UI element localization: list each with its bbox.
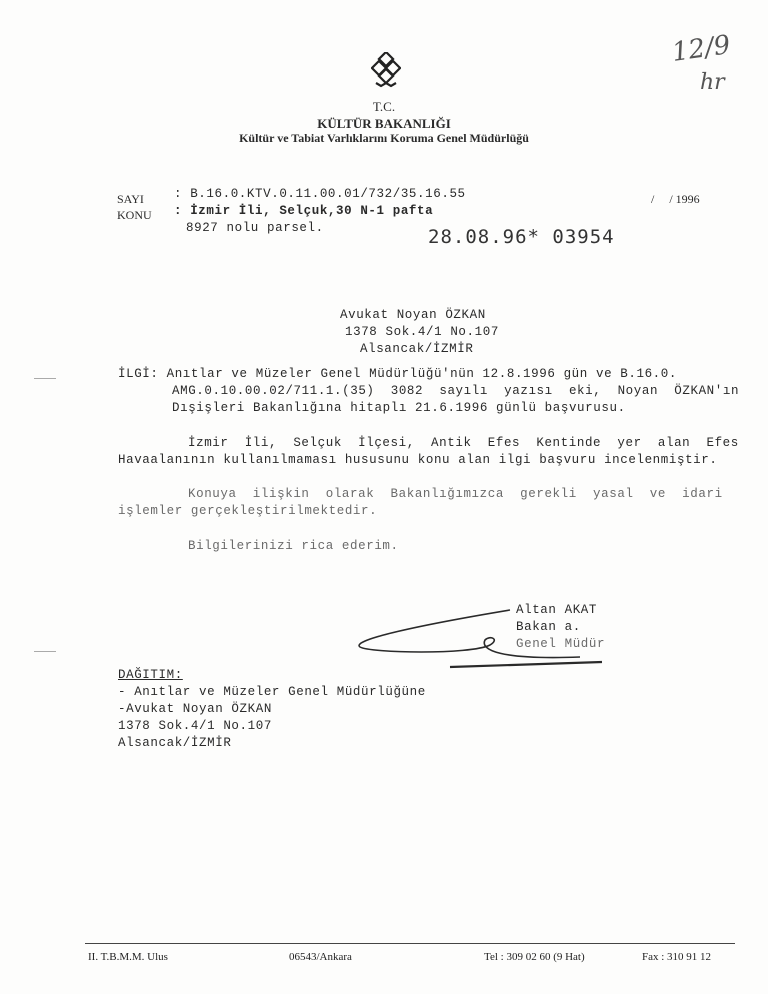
ilgi-line-3: Dışişleri Bakanlığına hitaplı 21.6.1996 günlü başvurusu.	[172, 401, 626, 415]
footer-fax: Fax : 310 91 12	[642, 951, 712, 963]
handwritten-date: 12/9	[670, 30, 733, 68]
paragraph-2-line-2: işlemler gerçekleştirilmektedir.	[118, 504, 378, 518]
footer-rule	[85, 943, 735, 944]
knot-emblem-icon	[371, 52, 401, 88]
paragraph-3: Bilgilerinizi rica ederim.	[188, 539, 399, 553]
handwritten-signature	[340, 605, 610, 675]
ministry-heading: KÜLTÜR BAKANLIĞI	[317, 116, 451, 131]
distribution-heading: DAĞITIM:	[118, 668, 183, 682]
distribution-line-3: 1378 Sok.4/1 No.107	[118, 719, 272, 733]
distribution-line-2: -Avukat Noyan ÖZKAN	[118, 702, 272, 716]
paragraph-2-line-1: Konuya ilişkin olarak Bakanlığımızca gerekli yasal ve idari	[188, 487, 723, 501]
distribution-line-1: - Anıtlar ve Müzeler Genel Müdürlüğüne	[118, 685, 426, 699]
country-heading: T.C.	[372, 99, 396, 114]
handwritten-initials: hr	[700, 70, 725, 95]
paragraph-1-line-2: Havaalanının kullanılmaması hususunu konu alan ilgi başvuru incelenmiştir.	[118, 453, 718, 467]
recipient-address-2: Alsancak/İZMİR	[360, 342, 474, 356]
signatory-title-1: Bakan a.	[516, 620, 581, 634]
konu-value-2: 8927 nolu parsel.	[186, 221, 324, 235]
margin-mark	[34, 378, 56, 379]
directorate-heading: Kültür ve Tabiat Varlıklarını Koruma Genel Müdürlüğü	[239, 131, 529, 145]
paragraph-1-line-1: İzmir İli, Selçuk İlçesi, Antik Efes Kentinde yer alan Efes	[188, 436, 739, 450]
recipient-name: Avukat Noyan ÖZKAN	[340, 308, 486, 322]
recipient-address-1: 1378 Sok.4/1 No.107	[345, 325, 499, 339]
footer-tel: Tel : 309 02 60 (9 Hat)	[484, 951, 585, 963]
konu-value: : İzmir İli, Selçuk,30 N-1 pafta	[174, 204, 434, 218]
footer-postal: 06543/Ankara	[289, 951, 352, 963]
ilgi-line-2: AMG.0.10.00.02/711.1.(35) 3082 sayılı yazısı eki, Noyan ÖZKAN'ın	[172, 384, 740, 398]
document-date: / / 1996	[651, 192, 700, 206]
registry-stamp: 28.08.96* 03954	[428, 226, 615, 248]
konu-label: KONU	[117, 208, 152, 222]
distribution-line-4: Alsancak/İZMİR	[118, 736, 232, 750]
signatory-name: Altan AKAT	[516, 603, 598, 617]
sayi-label: SAYI	[117, 192, 144, 206]
signatory-title-2: Genel Müdür	[516, 637, 606, 651]
sayi-value: : B.16.0.KTV.0.11.00.01/732/35.16.55	[174, 187, 466, 201]
ilgi-line-1: İLGİ: Anıtlar ve Müzeler Genel Müdürlüğü'nün 12.8.1996 gün ve B.16.0.	[118, 367, 677, 381]
footer-address: II. T.B.M.M. Ulus	[88, 951, 168, 963]
margin-mark	[34, 651, 56, 652]
